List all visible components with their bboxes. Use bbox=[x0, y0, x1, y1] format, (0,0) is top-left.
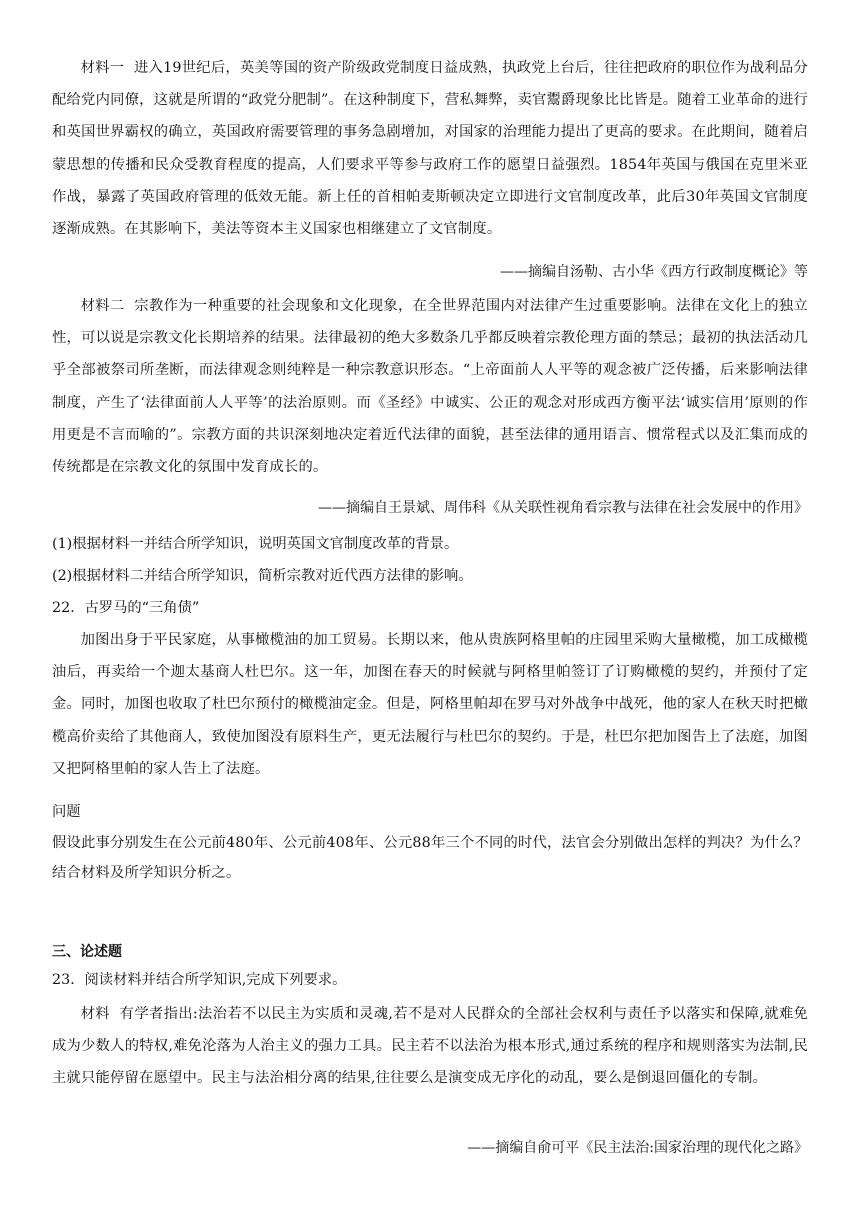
question-22-story: 加图出身于平民家庭，从事橄榄油的加工贸易。长期以来，他从贵族阿格里帕的庄园里采购大量橄榄，加工成橄榄油后，再卖给一个迦太基商人杜巴尔。这一年，加图在春天的时候就与阿格里帕签订了订购橄榄的契约，并预付了定金。同时，加图也收取了杜巴尔预付的橄榄油定金。但是，阿格里帕却在罗马对外战争中战死，他的家人在秋天时把橄榄高价卖给了其他商人，致使加图没有原料生产，更无法履行与杜巴尔的契约。于是，杜巴尔把加图告上了法庭，加图又把阿格里帕的家人告上了法庭。 bbox=[52, 632, 808, 777]
material-two-text: 宗教作为一种重要的社会现象和文化现象，在全世界范围内对法律产生过重要影响。法律在文化上的独立性，可以说是宗教文化长期培养的结果。法律最初的绝大多数条几乎都反映着宗教伦理方面的禁忌；最初的执法活动几乎全部被祭司所垄断，而法律观念则纯粹是一种宗教意识形态。“上帝面前人人平等的观念被广泛传播，后来影响法律制度，产生了‘法律面前人人平等’的法治原则。而《圣经》中诚实、公正的观念对形成西方衡平法‘诚实信用’原则的作用更是不言而喻的”。宗教方面的共识深刻地决定着近代法律的面貌，甚至法律的通用语言、惯常程式以及汇集而成的传统都是在宗教文化的氛围中发育成长的。 bbox=[52, 298, 808, 476]
question-22-question: 假设此事分别发生在公元前480年、公元前408年、公元88年三个不同的时代，法官会分别做出怎样的判决？为什么？结合材料及所学知识分析之。 bbox=[52, 835, 808, 881]
material-two-label: 材料二 bbox=[80, 298, 125, 314]
material-one-label: 材料一 bbox=[80, 60, 125, 76]
material-one-source: ——摘编自汤勒、古小华《西方行政制度概论》等 bbox=[500, 264, 808, 280]
question-1: (1)根据材料一并结合所学知识，说明英国文官制度改革的背景。 bbox=[52, 536, 459, 552]
question-23-material bbox=[52, 998, 808, 1095]
question-23-material-text: 有学者指出:法治若不以民主为实质和灵魂,若不是对人民群众的全部社会权利与责任予以落实和保障,就难免成为少数人的特权,难免沦落为人治主义的强力工具。民主若不以法治为根本形式,通过系统的程序和规则落实为法制,民主就只能停留在愿望中。民主与法治相分离的结果,往往要么是演变成无序化的动乱，要么是倒退回僵化的专制。 bbox=[52, 1006, 808, 1087]
question-23-source: ——摘编自俞可平《民主法治:国家治理的现代化之路》 bbox=[467, 1140, 808, 1156]
material-two-source: ——摘编自王景斌、周伟科《从关联性视角看宗教与法律在社会发展中的作用》 bbox=[318, 500, 808, 516]
material-one-paragraph bbox=[52, 52, 808, 245]
question-22-label: 问题 bbox=[52, 804, 81, 820]
question-23-material-label: 材料 bbox=[80, 1006, 110, 1022]
section-three-title: 三、论述题 bbox=[52, 944, 122, 960]
material-one-text: 进入19世纪后，英美等国的资产阶级政党制度日益成熟，执政党上台后，往往把政府的职位作为战利品分配给党内同僚，这就是所谓的“政党分肥制”。在这种制度下，营私舞弊，卖官鬻爵现象比比皆是。随着工业革命的进行和英国世界霸权的确立，英国政府需要管理的事务急剧增加，对国家的治理能力提出了更高的要求。在此期间，随着启蒙思想的传播和民众受教育程度的提高，人们要求平等参与政府工作的愿望日益强烈。1854年英国与俄国在克里米亚作战，暴露了英国政府管理的低效无能。新上任的首相帕麦斯顿决定立即进行文官制度改革，此后30年英国文官制度逐渐成熟。在其影响下，美法等资本主义国家也相继建立了文官制度。 bbox=[52, 60, 808, 238]
question-22-heading: 22．古罗马的“三角债” bbox=[52, 600, 200, 616]
question-23-heading: 23．阅读材料并结合所学知识,完成下列要求。 bbox=[52, 972, 347, 988]
material-two-paragraph bbox=[52, 290, 808, 483]
question-2: (2)根据材料二并结合所学知识，简析宗教对近代西方法律的影响。 bbox=[52, 568, 473, 584]
